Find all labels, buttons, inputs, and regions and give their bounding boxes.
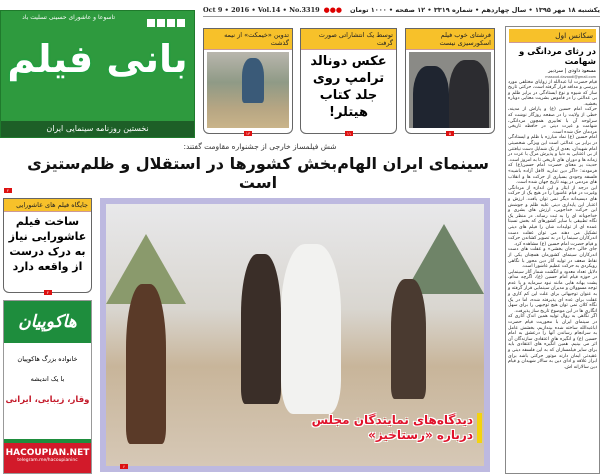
- page-badge: ۶: [120, 464, 128, 469]
- paragraph: دلایل تعداد معدود و انگشت شمار آثار سینمایی در حوزه قیام امام حسین (ع)، اگرچه مدام، پشت بهانه هایی مانند نبود سرمایه و یا عدم توجه مسوولان و مدیران سینمایی قرار گرفته و به عنوان توجیهاتی برای علت این کم کاری و غفلت برای عده ای پذیرفته شده، اما در یک نگاه کلان نمی توان هیچ توجیهی را برای سهل انگاری ها در این موضوع تاریخ ساز پذیرفت.: [508, 269, 597, 314]
- white-horse: [281, 244, 341, 414]
- rider: [391, 279, 426, 399]
- rider: [126, 284, 166, 444]
- teaser-header: تدوین «خیمکت» از نیمه گذشت: [204, 29, 292, 50]
- page-badge: ۱۳: [245, 131, 251, 136]
- photo-caption[interactable]: [312, 413, 482, 443]
- column-header: سکانس اول: [509, 29, 596, 43]
- hacoupian-ad[interactable]: [3, 300, 92, 474]
- paragraph: امام حسین (ع) نماد مبارزه با ظلم و ایستادگی در برابر بی عدالتی است این ویژگی شخصیتی امام شهیدان، بعدی از یک شمایل دست نیافتنی از بی اعتنایی به دنیا و پذیرش مرگ با عزت در زمانه ها و دوران های تاریخی تا به امروز است.: [508, 135, 597, 163]
- teaser-text: عکس دونالد ترامپ روی جلد کتاب هیتلر!: [310, 54, 387, 120]
- decor-square: [157, 19, 165, 27]
- teaser-box-3[interactable]: [405, 28, 495, 134]
- paragraph: حدیث پر معنای حضرت امام حسین(ع) که فرمودند: «اگر دین ندارید لااقل آزاده باشید» فلسفه وجودی بسیاری از حرکت ها و انقلاب های مردمی در پهنه تاریخ جهان شده است.: [508, 163, 597, 186]
- masthead-tagline: نخستین روزنامه سینمایی ایران: [1, 121, 194, 137]
- teaser-header: توسط یک انتشاراتی صورت گرفت: [301, 29, 396, 50]
- ad-line2: با یک اندیشه: [30, 375, 65, 383]
- left-teaser-text: ساخت فیلم عاشورایی نیاز به درک درست از واقعه دارد: [8, 215, 87, 273]
- dateline-en: Oct 9 • 2016 • Vol.14 • No.3319: [203, 6, 320, 14]
- ad-footer: [4, 439, 91, 473]
- caption-line2: درباره «رستاخیز»: [368, 428, 473, 442]
- page-badge: ۲: [4, 188, 12, 193]
- teaser-header: فرشتای خوب فیلم اسکورسیزی نیست: [406, 29, 494, 50]
- paragraph: قیام حضرت ابا عبدالله از زوایای مختلفی مورد بررسی و مداقه قرار گرفته است، حرکتی تاریخ ساز که شیوه و نوع ایستادگی در برابر ظلم و بی عدالتی را در قاموس بشریت معنایی دوباره بخشید.: [508, 79, 597, 107]
- ad-line1: خانواده بزرگ هاکوپیان: [17, 355, 78, 363]
- left-teaser-header: جایگاه فیلم های عاشورایی: [4, 199, 91, 212]
- page-badge: ۵: [446, 131, 454, 136]
- decor-square: [167, 19, 175, 27]
- decor-square: [177, 19, 185, 27]
- decor-square: [147, 19, 155, 27]
- lead-kicker: شش فیلمساز خارجی از جشنواره مقاومت گفتند:: [183, 142, 337, 151]
- dateline-fa: یکشنبه ۱۸ مهر ۱۳۹۵ • سال چهاردهم • شماره ۳۳۱۹ • ۱۲ صفحه • ۱۰۰۰ تومان: [350, 6, 600, 14]
- dateline: [203, 7, 600, 17]
- column-email: masoud.davoodi@gmail.com: [545, 74, 596, 79]
- ad-line3: وقار، زیبایی، ایرانی: [5, 395, 90, 405]
- paragraph: جای خالی «جان بخشی» و غفلت های دست اندرکاران سینمای کشورمان همچنان یکی از نقاط ضعف در تولید آثار دین محور با نگاهی رویکردی به حرکت عظیم عاشورا است.: [508, 247, 597, 270]
- column-body: [506, 80, 599, 371]
- ad-telegram[interactable]: telegram.me/hacoupianinc: [17, 458, 78, 463]
- teaser-box-1[interactable]: [203, 28, 293, 134]
- paragraph: حرکت امام حسین (ع) و پاراش از مدینه، خطی از ولایت را در صفحه روزگار نوشت که سرلوحه آن با تعابیری همچون مردانگی، شهامت و غیرت دینی در حافظه تاریخی مردمان حک شده است.: [508, 107, 597, 135]
- paragraph: این درجه از ایثار و این اندازه از مردانگی وغیرت در قیام عاشورا را در هیچ یک از حرکت های دیسیدانه دیگر نمی توان یافت. ارزش و اعتبار این پایداری دینی علیه ظلم و جوشش این حرکت خداجویی، ارزش های بشری و خداجویانه ای را به ثبت رساند. در منظر یک نگاه تطبیقی با سایر کشورهای که بخش نسبتا عمده ای از تولیدات شان را فیلم های دینی تشکیل می دهند می توان غفلت دست اندرکاران سینما را در به تصویر کشاندن حرکت و قیام حضرت امام حسین (ع) مشاهده کرد.: [508, 185, 597, 247]
- masthead-slogan: تاسوعا و عاشورای حسینی تسلیت باد: [22, 14, 115, 21]
- masthead-logo: [0, 10, 195, 138]
- column-author: مسعود داودی | سردبیر: [548, 68, 596, 74]
- page-badge: ۱۱: [346, 131, 352, 136]
- editorial-column: [505, 26, 600, 474]
- teaser-box-2[interactable]: [300, 28, 397, 134]
- left-teaser-box[interactable]: [3, 198, 92, 293]
- ad-brand: هاکوپیان: [4, 301, 91, 343]
- masthead-name: بانی فیلم: [7, 37, 188, 81]
- column-title: در رثای مردانگی و شهامت: [518, 47, 596, 67]
- lead-headline[interactable]: سینمای ایران الهام‌بخش کشورها در استقلال و ظلم‌ستیزی است: [27, 154, 489, 192]
- paragraph: اگر نگاهی به روال تولید همین اندک آثاری که در سینمای ایران با محوریت قیام حضرت اباعبدالله ساخته شده بیندازیم، بخشش عامل به سرانجام رساندن آنها را درعشق به امام حسین (ع) و انگیزه های اعتقادی سازندگان آن اثر می بینیم. همین انگیزه های اعتقادی باید برای سایر فیلمسازان که به این فلسفه دینی و عقیدتی ایمان دارند موتور حرکتی باشد برای ابراز علاقه و ادای دین به سالار شهیدان و قیام دین سالارانه اش.: [508, 314, 597, 370]
- page-badge: ۲: [44, 290, 52, 295]
- rider: [241, 254, 281, 404]
- caption-line1: دیدگاه‌های نمایندگان مجلس: [311, 413, 473, 427]
- red-dots-decor: ●●●: [323, 6, 342, 14]
- teaser-photo: [409, 52, 491, 128]
- teaser-photo: [207, 52, 289, 128]
- ad-url[interactable]: HACOUPIAN.NET: [5, 448, 90, 458]
